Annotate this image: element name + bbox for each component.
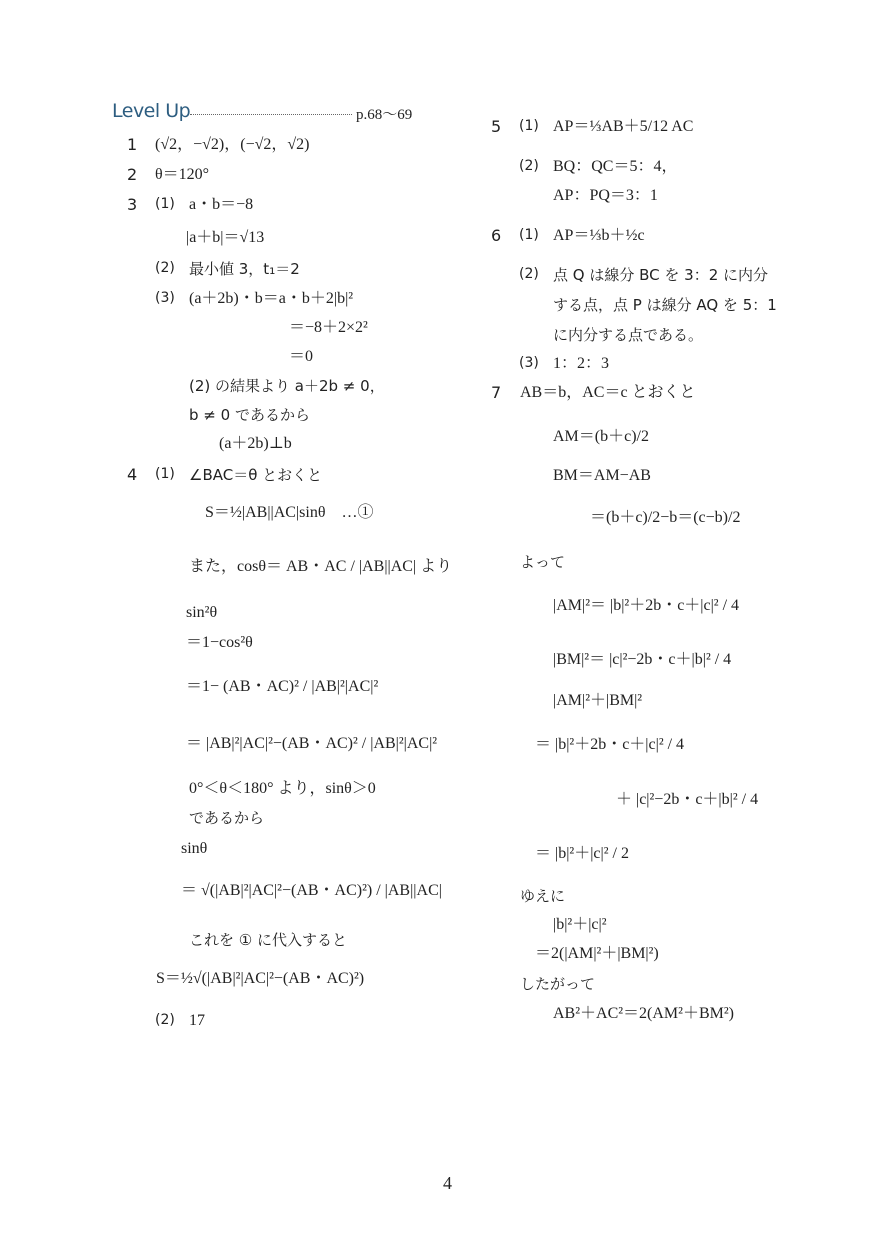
math-line: |b|²＋|c|² <box>553 916 607 933</box>
answer-text: (√2，−√2)，(−√2，√2) <box>155 136 310 153</box>
math-line: 0°＜θ＜180° より，sinθ＞0 <box>189 780 376 797</box>
math-line: sin²θ <box>186 604 218 621</box>
question-number: 1 <box>127 135 138 154</box>
answer-text: 点 Q は線分 BC を 3：2 に内分 <box>553 266 769 284</box>
answer-text: したがって <box>520 975 596 993</box>
math-line: AM＝(b＋c)/2 <box>553 428 649 445</box>
math-line: ＝ |b|²＋|c|² / 2 <box>535 845 629 862</box>
part-label: (2) <box>155 260 175 276</box>
answer-text: b ≠ 0 であるから <box>189 406 310 424</box>
answer-text: (a＋2b)・b＝a・b＋2|b|² <box>189 290 354 307</box>
question-number: 4 <box>127 465 138 484</box>
part-label: (1) <box>519 227 539 243</box>
math-line: ＝2(|AM|²＋|BM|²) <box>535 945 659 962</box>
math-line: ＝ |b|²＋2b・c＋|c|² / 4 <box>535 736 685 753</box>
answer-text: ＝0 <box>289 348 314 365</box>
math-line: ＝1− (AB・AC)² / |AB|²|AC|² <box>186 678 379 695</box>
title-leader-dots <box>190 114 352 115</box>
part-label: (2) <box>519 266 539 282</box>
math-line: AB＝b，AC＝c とおくと <box>520 384 696 401</box>
question-number: 3 <box>127 195 138 214</box>
part-label: (2) <box>155 1012 175 1028</box>
answer-text: θ＝120° <box>155 166 210 183</box>
answer-text: 1：2：3 <box>553 355 610 372</box>
answer-text: (2) の結果より a＋2b ≠ 0， <box>189 377 385 395</box>
math-line: |AM|²＋|BM|² <box>553 692 643 709</box>
question-number: 2 <box>127 165 138 184</box>
math-line: ＋ |c|²−2b・c＋|b|² / 4 <box>616 791 759 808</box>
answer-text: であるから <box>189 809 265 827</box>
answer-text: これを ① に代入すると <box>189 931 347 949</box>
answer-text: (a＋2b)⊥b <box>219 435 292 452</box>
answer-text: BQ：QC＝5：4， <box>553 158 678 175</box>
section-title: Level Up <box>112 100 191 122</box>
part-label: (3) <box>519 355 539 371</box>
math-line: BM＝AM−AB <box>553 467 651 484</box>
math-line: |AM|²＝ |b|²＋2b・c＋|c|² / 4 <box>553 597 740 614</box>
part-label: (3) <box>155 290 175 306</box>
math-line: また，cosθ＝ AB・AC / |AB||AC| より <box>189 558 453 575</box>
part-label: (1) <box>519 118 539 134</box>
question-number: 5 <box>491 117 502 136</box>
answer-text: ゆえに <box>520 887 566 905</box>
math-line: |BM|²＝ |c|²−2b・c＋|b|² / 4 <box>553 651 732 668</box>
answer-text: に内分する点である。 <box>553 326 704 344</box>
answer-text: ＝−8＋2×2² <box>289 319 368 336</box>
page-range: p.68〜69 <box>356 107 413 123</box>
part-label: (1) <box>155 466 175 482</box>
answer-text: する点，点 P は線分 AQ を 5：1 <box>553 296 777 314</box>
answer-text: よって <box>520 553 566 571</box>
math-line: sinθ <box>181 840 208 857</box>
math-line: AP＝⅓AB＋5/12 AC <box>553 118 694 135</box>
answer-text: AP：PQ＝3：1 <box>553 187 658 204</box>
part-label: (2) <box>519 158 539 174</box>
math-line: S＝½|AB||AC|sinθ …① <box>205 504 374 521</box>
page-number: 4 <box>443 1173 452 1193</box>
answer-text: |a＋b|＝√13 <box>186 229 265 246</box>
answer-text: 最小値 3，t₁＝2 <box>189 260 300 278</box>
math-line: ＝1−cos²θ <box>186 634 253 651</box>
math-line: ＝ |AB|²|AC|²−(AB・AC)² / |AB|²|AC|² <box>186 735 438 752</box>
math-line: S＝½√(|AB|²|AC|²−(AB・AC)²) <box>156 970 365 987</box>
answer-text: a・b＝−8 <box>189 196 254 213</box>
question-number: 7 <box>491 383 502 402</box>
question-number: 6 <box>491 226 502 245</box>
math-line: AB²＋AC²＝2(AM²＋BM²) <box>553 1005 734 1022</box>
math-line: AP＝⅓b＋½c <box>553 227 645 244</box>
math-line: ＝ √(|AB|²|AC|²−(AB・AC)²) / |AB||AC| <box>181 882 442 899</box>
answer-text: ∠BAC＝θ とおくと <box>189 466 323 484</box>
math-line: ＝(b＋c)/2−b＝(c−b)/2 <box>590 509 741 526</box>
answer-text: 17 <box>189 1012 205 1029</box>
part-label: (1) <box>155 196 175 212</box>
